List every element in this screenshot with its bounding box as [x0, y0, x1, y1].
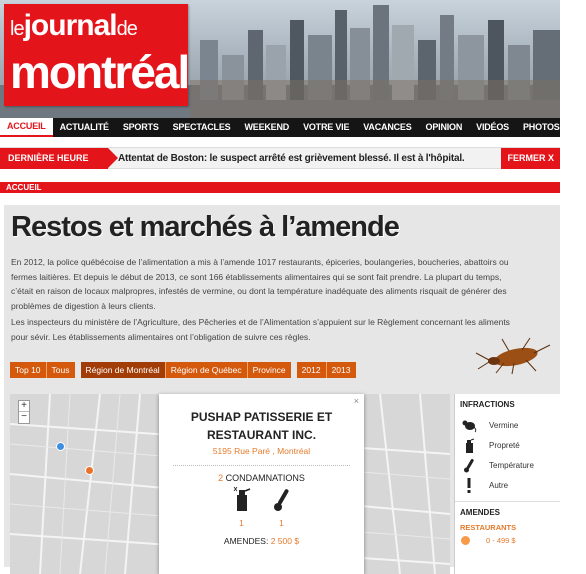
nav-item-vacances[interactable]: VACANCES	[363, 122, 412, 132]
logo-main: journal	[23, 9, 117, 42]
infraction-icons	[159, 486, 364, 528]
condemnations-label: CONDAMNATIONS	[225, 473, 305, 483]
nav-item-spectacles[interactable]: SPECTACLES	[172, 122, 231, 132]
condemnations-summary	[159, 473, 364, 483]
proprete-count: 1	[239, 518, 244, 528]
filter-top10-button[interactable]: Top 10	[10, 362, 47, 378]
nav-item-actualite[interactable]: ACTUALITÉ	[59, 122, 109, 132]
filter-tous-button[interactable]: Tous	[47, 362, 75, 378]
article-paragraph-1: En 2012, la police québécoise de l’alimentation a mis à l’amende 1017 restaurants, épiceries, boulangeries, boucheries, abattoirs ou fermes laitières. Et depuis le début de 2013, ce sont 166 établissements alimentaires qui se sont fait prendre. La plupart du temps, c’était en raison de locaux malpropres, infestés de vermine, ou dont la température inadéquate des aliments risquait de générer des problèmes de digestion à leurs clients.	[11, 257, 509, 311]
section-label[interactable]: ACCUEIL	[6, 183, 42, 192]
establishment-popup	[159, 394, 364, 574]
filter-2012-button[interactable]: 2012	[297, 362, 327, 378]
legend-label-proprete: Propreté	[489, 440, 520, 450]
logo-city: montréal	[10, 46, 189, 98]
infraction-temperature	[262, 486, 302, 528]
filter-province-button[interactable]: Province	[248, 362, 291, 378]
condemnations-count: 2	[218, 473, 224, 483]
breaking-close-button[interactable]: FERMER X	[501, 148, 560, 169]
nav-item-opinion[interactable]: OPINION	[425, 122, 463, 132]
fine-value: 2 500 $	[270, 536, 300, 546]
page-title: Restos et marchés à l’amende	[11, 211, 399, 243]
filter-2013-button[interactable]: 2013	[327, 362, 356, 378]
breaking-label: DERNIÈRE HEURE	[0, 148, 108, 169]
breaking-headline[interactable]: Attentat de Boston: le suspect arrêté est grièvement blessé. Il est à l'hôpital.	[118, 153, 465, 164]
article-paragraph-2: Les inspecteurs du ministère de l’Agriculture, des Pêcheries et de l’Alimentation s’appuient sur le Règlement concernant les aliments pour sévir. Les établissements alimentaires ont l’obligation de suivre ces règles.	[11, 317, 510, 342]
breaking-news-bar	[0, 147, 560, 169]
legend-label-temperature: Température	[489, 460, 534, 470]
site-header	[0, 0, 560, 118]
article-content	[4, 205, 560, 567]
legend-restaurants-header: RESTAURANTS	[460, 523, 517, 532]
nav-item-weekend[interactable]: WEEKEND	[244, 122, 290, 132]
exclamation-icon	[461, 477, 477, 493]
thermometer-icon	[461, 457, 477, 473]
cockroach-icon	[474, 335, 554, 375]
fine-summary	[159, 536, 364, 546]
filter-bar	[10, 362, 362, 378]
filter-group-year	[297, 362, 356, 378]
legend-infractions-header: INFRACTIONS	[460, 400, 515, 409]
spray-bottle-icon	[461, 437, 477, 453]
nav-item-videos[interactable]: VIDÉOS	[476, 122, 509, 132]
establishment-address: 5195 Rue Paré , Montréal	[212, 446, 311, 456]
legend-range-0-499	[455, 532, 560, 545]
rat-icon	[461, 417, 477, 433]
fine-label: AMENDES:	[223, 536, 269, 546]
map-zoom-control	[18, 400, 30, 424]
logo-prefix: le	[10, 18, 24, 40]
legend-label-vermine: Vermine	[489, 420, 519, 430]
legend-item-autre[interactable]	[455, 475, 560, 495]
legend-label-autre: Autre	[489, 480, 509, 490]
nav-item-photos[interactable]: PHOTOS	[522, 122, 560, 132]
site-logo[interactable]	[4, 4, 188, 106]
map-pin-blue[interactable]	[56, 442, 65, 451]
legend-item-temperature[interactable]	[455, 455, 560, 475]
nav-item-accueil[interactable]: ACCUEIL	[0, 118, 53, 137]
nav-item-votre-vie[interactable]: VOTRE VIE	[303, 122, 350, 132]
logo-suffix: de	[116, 18, 137, 40]
temperature-count: 1	[279, 518, 284, 528]
zoom-out-button[interactable]: −	[21, 411, 27, 422]
legend-item-vermine[interactable]	[455, 415, 560, 435]
establishment-name: PUSHAP PATISSERIE ET RESTAURANT INC.	[190, 410, 333, 442]
popup-divider	[173, 465, 350, 466]
zoom-in-button[interactable]: +	[19, 401, 29, 412]
filter-region-montreal-button[interactable]: Région de Montréal	[81, 362, 166, 378]
legend-range-dot	[461, 536, 470, 545]
legend-item-proprete[interactable]	[455, 435, 560, 455]
filter-group-region	[81, 362, 291, 378]
legend-amendes-header: AMENDES	[455, 501, 560, 517]
legend-range-label: 0 - 499 $	[486, 536, 516, 545]
thermometer-icon	[273, 486, 291, 512]
filter-region-quebec-button[interactable]: Région de Québec	[166, 362, 248, 378]
nav-item-sports[interactable]: SPORTS	[122, 122, 159, 132]
filter-group-ranking	[10, 362, 75, 378]
map-legend	[454, 394, 560, 574]
spray-bottle-icon	[233, 486, 251, 512]
infraction-proprete	[222, 486, 262, 528]
section-bar	[0, 182, 560, 193]
main-nav	[0, 118, 579, 137]
map-pin-orange[interactable]	[85, 466, 94, 475]
nav-item-more[interactable]: +	[573, 122, 579, 132]
popup-close-button[interactable]: ×	[353, 396, 359, 406]
